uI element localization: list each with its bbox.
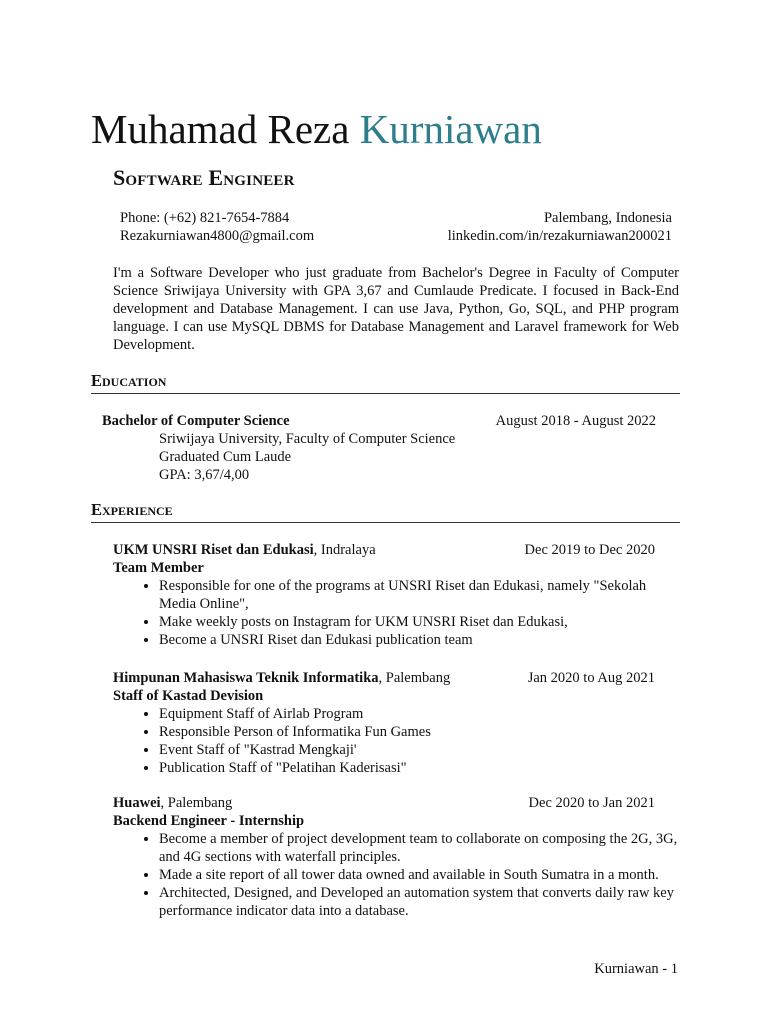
honor: Graduated Cum Laude: [159, 449, 292, 465]
job-org-line: [113, 669, 450, 687]
job-title: Software Engineer: [113, 165, 295, 190]
job-dates: Jan 2020 to Aug 2021: [527, 670, 655, 686]
phone: Phone: (+62) 821-7654-7884: [120, 210, 290, 226]
job-dates: Dec 2019 to Dec 2020: [524, 542, 655, 558]
job-dates: Dec 2020 to Jan 2021: [528, 795, 655, 811]
education-dates: August 2018 - August 2022: [495, 413, 656, 429]
job-entry: [113, 669, 678, 777]
job-org: Huawei: [113, 795, 161, 811]
job-bullets: [113, 830, 678, 920]
degree: Bachelor of Computer Science: [102, 413, 290, 429]
candidate-name: [91, 104, 542, 154]
job-bullet: • Become a UNSRI Riset dan Edukasi publication team: [159, 631, 678, 649]
job-role: Backend Engineer - Internship: [113, 813, 305, 829]
last-name: Kurniawan: [359, 106, 542, 152]
job-place: , Palembang: [378, 670, 451, 686]
job-org: UKM UNSRI Riset dan Edukasi: [113, 542, 314, 558]
job-org-line: [113, 794, 232, 812]
gpa: GPA: 3,67/4,00: [159, 467, 250, 483]
job-role: Team Member: [113, 560, 204, 576]
school: Sriwijaya University, Faculty of Computer Science: [159, 431, 456, 447]
job-place: , Palembang: [160, 795, 233, 811]
contact-info: [120, 209, 672, 245]
education-entry: [102, 412, 656, 484]
job-bullet: • Make weekly posts on Instagram for UKM UNSRI Riset dan Edukasi,: [159, 613, 678, 631]
job-org-line: [113, 541, 376, 559]
job-org: Himpunan Mahasiswa Teknik Informatika: [113, 670, 379, 686]
job-bullet: • Architected, Designed, and Developed an automation system that converts daily raw key performance indicator data into a database.: [159, 884, 678, 920]
job-entry: [113, 541, 678, 649]
job-bullets: [113, 577, 678, 649]
job-place: , Indralaya: [313, 542, 376, 558]
job-bullet: • Responsible for one of the programs at UNSRI Riset dan Edukasi, namely "Sekolah Media Online",: [159, 577, 678, 613]
education-heading: Education: [91, 371, 680, 394]
linkedin: linkedin.com/in/rezakurniawan200021: [447, 228, 672, 244]
job-bullet: • Equipment Staff of Airlab Program: [159, 705, 678, 723]
job-bullet: • Responsible Person of Informatika Fun Games: [159, 723, 678, 741]
job-bullet: • Become a member of project development team to collaborate on composing the 2G, 3G, and 4G sections with waterfall principles.: [159, 830, 678, 866]
job-bullets: [113, 705, 678, 777]
job-bullet: • Made a site report of all tower data owned and available in South Sumatra in a month.: [159, 866, 678, 884]
experience-heading: Experience: [91, 500, 680, 523]
location: Palembang, Indonesia: [543, 210, 672, 226]
summary: I'm a Software Developer who just graduate from Bachelor's Degree in Faculty of Computer Science Sriwijaya University with GPA 3,67 and Cumlaude Predicate. I focused in Back-End development and Database Management. I can use Java, Python, Go, SQL, and PHP program language. I can use MySQL DBMS for Database Management and Laravel framework for Web Development.: [113, 265, 679, 353]
page-footer: Kurniawan - 1: [594, 961, 678, 977]
job-bullet: • Event Staff of "Kastrad Mengkaji': [159, 741, 678, 759]
email: Rezakurniawan4800@gmail.com: [120, 228, 315, 244]
first-name: Muhamad Reza: [91, 106, 350, 152]
job-role: Staff of Kastad Devision: [113, 688, 264, 704]
job-entry: [113, 794, 678, 920]
job-bullet: • Publication Staff of "Pelatihan Kaderisasi": [159, 759, 678, 777]
